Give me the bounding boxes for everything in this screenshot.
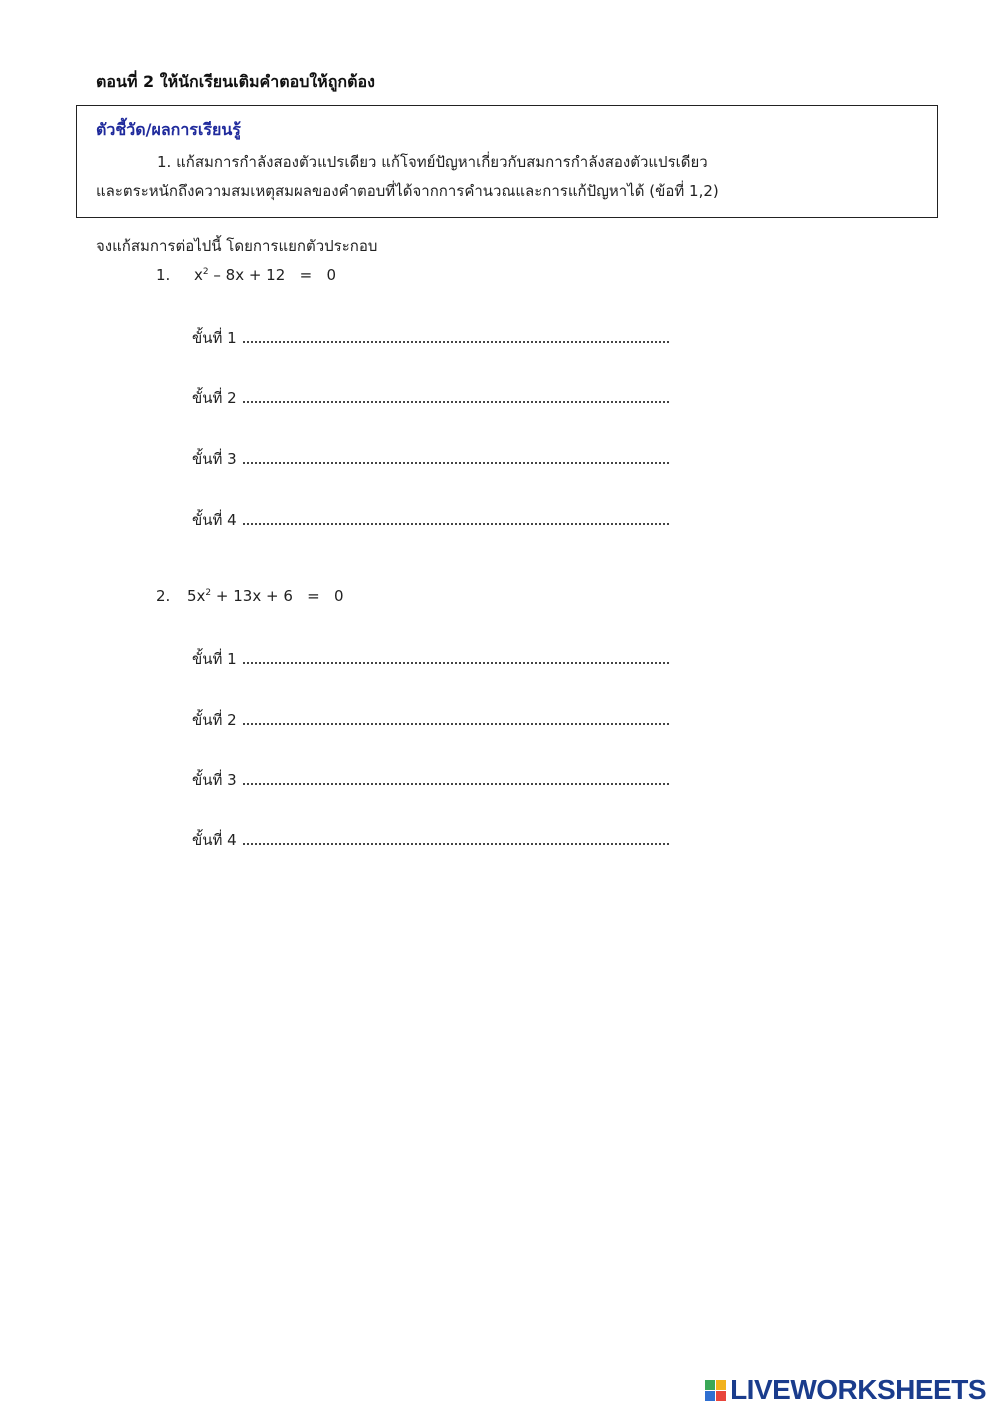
indicator-heading: ตัวชี้วัด/ผลการเรียนรู้: [96, 120, 241, 139]
problem-2-step-3: [192, 768, 669, 792]
answer-line[interactable]: [243, 450, 669, 464]
equation: [194, 266, 336, 284]
answer-line[interactable]: [243, 389, 669, 403]
indicator-text-line-1: 1. แก้สมการกำลังสองตัวแปรเดียว แก้โจทย์ปัญหาเกี่ยวกับสมการกำลังสองตัวแปรเดียว: [157, 153, 708, 171]
step-label: ขั้นที่ 2: [192, 389, 237, 407]
equation-base: 5x: [187, 587, 206, 605]
answer-line[interactable]: [243, 831, 669, 845]
logo-square-icon: [716, 1380, 726, 1390]
step-label: ขั้นที่ 1: [192, 329, 237, 347]
problem-2-step-1: [192, 647, 669, 671]
step-label: ขั้นที่ 3: [192, 450, 237, 468]
problem-1-step-1: [192, 326, 669, 350]
equation-rest: – 8x + 12 = 0: [208, 266, 336, 284]
logo-square-icon: [705, 1391, 715, 1401]
problem-1: [156, 266, 336, 284]
logo-square-icon: [705, 1380, 715, 1390]
answer-line[interactable]: [243, 329, 669, 343]
problem-1-step-2: [192, 386, 669, 410]
step-label: ขั้นที่ 4: [192, 511, 237, 529]
equation-exponent: 2: [205, 588, 212, 598]
problem-number: 1.: [156, 266, 171, 284]
problem-2: [156, 587, 344, 605]
indicator-text-line-2: และตระหนักถึงความสมเหตุสมผลของคำตอบที่ได้จากการคำนวณและการแก้ปัญหาได้ (ข้อที่ 1,2): [96, 182, 719, 200]
liveworksheets-logo: [705, 1374, 986, 1406]
answer-line[interactable]: [243, 711, 669, 725]
step-label: ขั้นที่ 3: [192, 771, 237, 789]
problem-number: 2.: [156, 587, 171, 605]
logo-square-icon: [716, 1391, 726, 1401]
problem-1-step-4: [192, 508, 669, 532]
section-title: ตอนที่ 2 ให้นักเรียนเติมคำตอบให้ถูกต้อง: [96, 72, 375, 91]
logo-mark-icon: [705, 1380, 726, 1401]
step-label: ขั้นที่ 1: [192, 650, 237, 668]
instruction-text: จงแก้สมการต่อไปนี้ โดยการแยกตัวประกอบ: [96, 237, 378, 255]
equation: [187, 587, 344, 605]
logo-text: LIVEWORKSHEETS: [730, 1374, 986, 1405]
problem-2-step-2: [192, 708, 669, 732]
answer-line[interactable]: [243, 511, 669, 525]
problem-1-step-3: [192, 447, 669, 471]
equation-base: x: [194, 266, 203, 284]
indicator-box: [76, 105, 938, 218]
step-label: ขั้นที่ 2: [192, 711, 237, 729]
answer-line[interactable]: [243, 650, 669, 664]
equation-exponent: 2: [202, 267, 209, 277]
problem-2-step-4: [192, 828, 669, 852]
step-label: ขั้นที่ 4: [192, 831, 237, 849]
answer-line[interactable]: [243, 771, 669, 785]
equation-rest: + 13x + 6 = 0: [211, 587, 344, 605]
